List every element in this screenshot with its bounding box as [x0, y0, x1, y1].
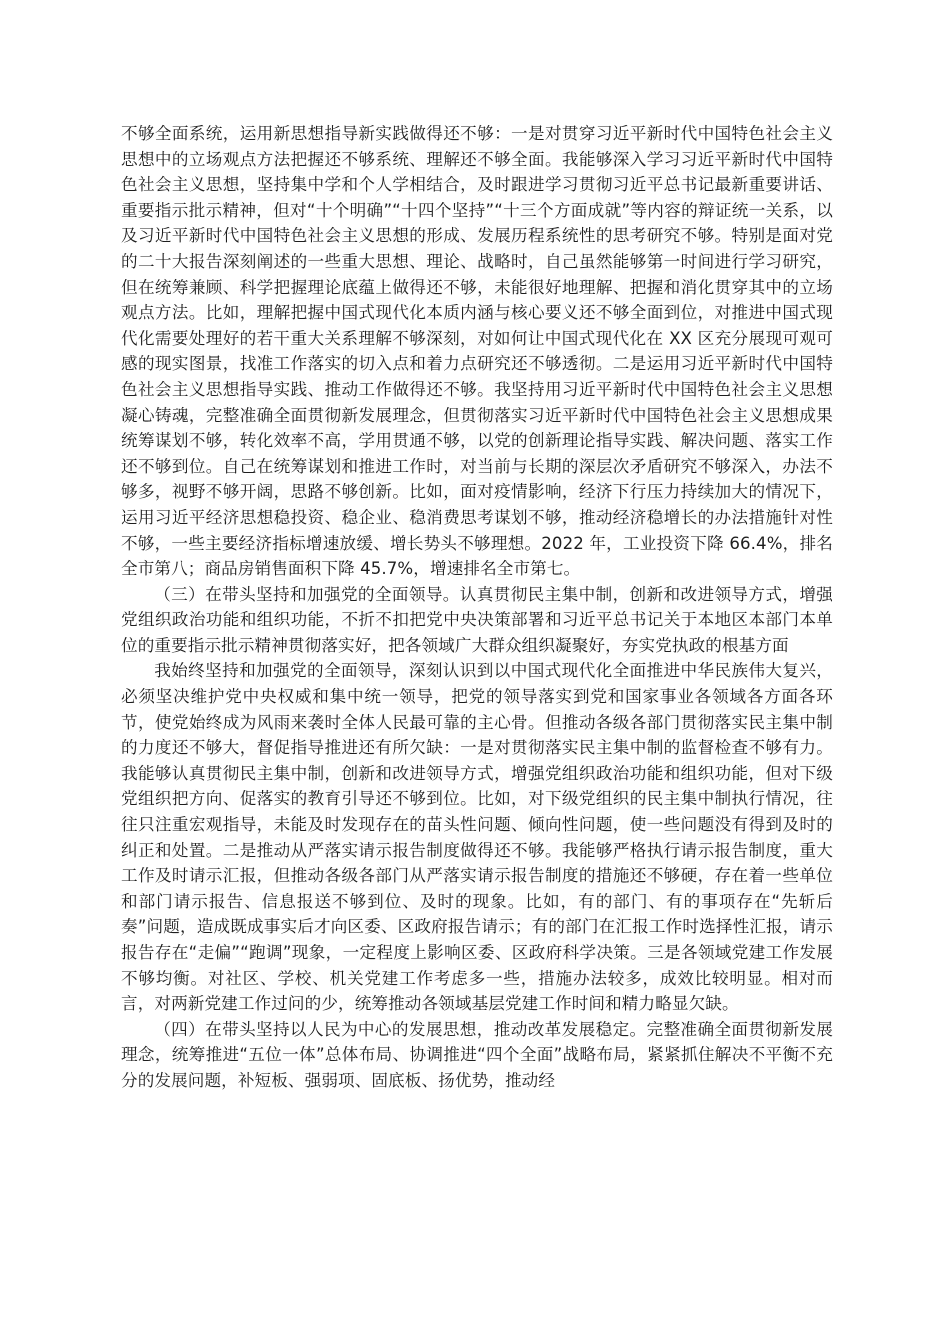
body-paragraph-1: 不够全面系统，运用新思想指导新实践做得还不够：一是对贯穿习近平新时代中国特色社会主义思想中的立场观点方法把握还不够系统、理解还不够全面。我能够深入学习习近平新时代中国特色社会主义思想，坚持集中学和个人学相结合，及时跟进学习贯彻习近平总书记最新重要讲话、重要指示批示精神，但对“十个明确”“十四个坚持”“十三个方面成就”等内容的辩证统一关系，以及习近平新时代中国特色社会主义思想的形成、发展历程系统性的思考研究不够。特别是面对党的二十大报告深刻阐述的一些重大思想、理论、战略时，自己虽然能够第一时间进行学习研究，但在统筹兼顾、科学把握理论底蕴上做得还不够，未能很好地理解、把握和消化贯穿其中的立场观点方法。比如，理解把握中国式现代化本质内涵与核心要义还不够全面到位，对推进中国式现代化需要处理好的若干重大关系理解不够深刻，对如何让中国式现代化在 XX 区充分展现可观可感的现实图景，找准工作落实的切入点和着力点研究还不够透彻。二是运用习近平新时代中国特色社会主义思想指导实践、推动工作做得还不够。我坚持用习近平新时代中国特色社会主义思想凝心铸魂，完整准确全面贯彻新发展理念，但贯彻落实习近平新时代中国特色社会主义思想成果统筹谋划不够，转化效率不高，学用贯通不够，以党的创新理论指导实践、解决问题、落实工作还不够到位。自己在统筹谋划和推进工作时，对当前与长期的深层次矛盾研究不够深入，办法不够多，视野不够开阔，思路不够创新。比如，面对疫情影响，经济下行压力持续加大的情况下，运用习近平经济思想稳投资、稳企业、稳消费思考谋划不够，推动经济稳增长的办法措施针对性不够，一些主要经济指标增速放缓、增长势头不够理想。2022 年，工业投资下降 66.4%，排名全市第八；商品房销售面积下降 45.7%，增速排名全市第七。: [121, 124, 833, 579]
body-paragraph-2: 我始终坚持和加强党的全面领导，深刻认识到以中国式现代化全面推进中华民族伟大复兴，必须坚决维护党中央权威和集中统一领导，把党的领导落实到党和国家事业各领域各方面各环节，使党始终成为风雨来袭时全体人民最可靠的主心骨。但推动各级各部门贯彻落实民主集中制的力度还不够大，督促指导推进还有所欠缺：一是对贯彻落实民主集中制的监督检查不够有力。我能够认真贯彻民主集中制，创新和改进领导方式，增强党组织政治功能和组织功能，但对下级党组织把方向、促落实的教育引导还不够到位。比如，对下级党组织的民主集中制执行情况，往往只注重宏观指导，未能及时发现存在的苗头性问题、倾向性问题，使一些问题没有得到及时的纠正和处置。二是推动从严落实请示报告制度做得还不够。我能够严格执行请示报告制度，重大工作及时请示汇报，但推动各级各部门从严落实请示报告制度的措施还不够硬，存在着一些单位和部门请示报告、信息报送不够到位、及时的现象。比如，有的部门、有的事项存在“先斩后奏”问题，造成既成事实后才向区委、区政府报告请示；有的部门在汇报工作时选择性汇报，请示报告存在“走偏”“跑调”现象，一定程度上影响区委、区政府科学决策。三是各领域党建工作发展不够均衡。对社区、学校、机关党建工作考虑多一些，措施办法较多，成效比较明显。相对而言，对两新党建工作过问的少，统筹推动各领域基层党建工作时间和精力略显欠缺。: [121, 661, 833, 1014]
section-heading-3: （三）在带头坚持和加强党的全面领导。认真贯彻民主集中制，创新和改进领导方式，增强党组织政治功能和组织功能，不折不扣把党中央决策部署和习近平总书记关于本地区本部门本单位的重要指示批示精神贯彻落实好，把各领域广大群众组织凝聚好，夯实党执政的根基方面: [121, 584, 833, 655]
section-heading-4: （四）在带头坚持以人民为中心的发展思想，推动改革发展稳定。完整准确全面贯彻新发展理念，统筹推进“五位一体”总体布局、协调推进“四个全面”战略布局，紧紧抓住解决不平衡不充分的发展问题，补短板、强弱项、固底板、扬优势，推动经: [121, 1019, 833, 1090]
document-page: [121, 121, 833, 1094]
